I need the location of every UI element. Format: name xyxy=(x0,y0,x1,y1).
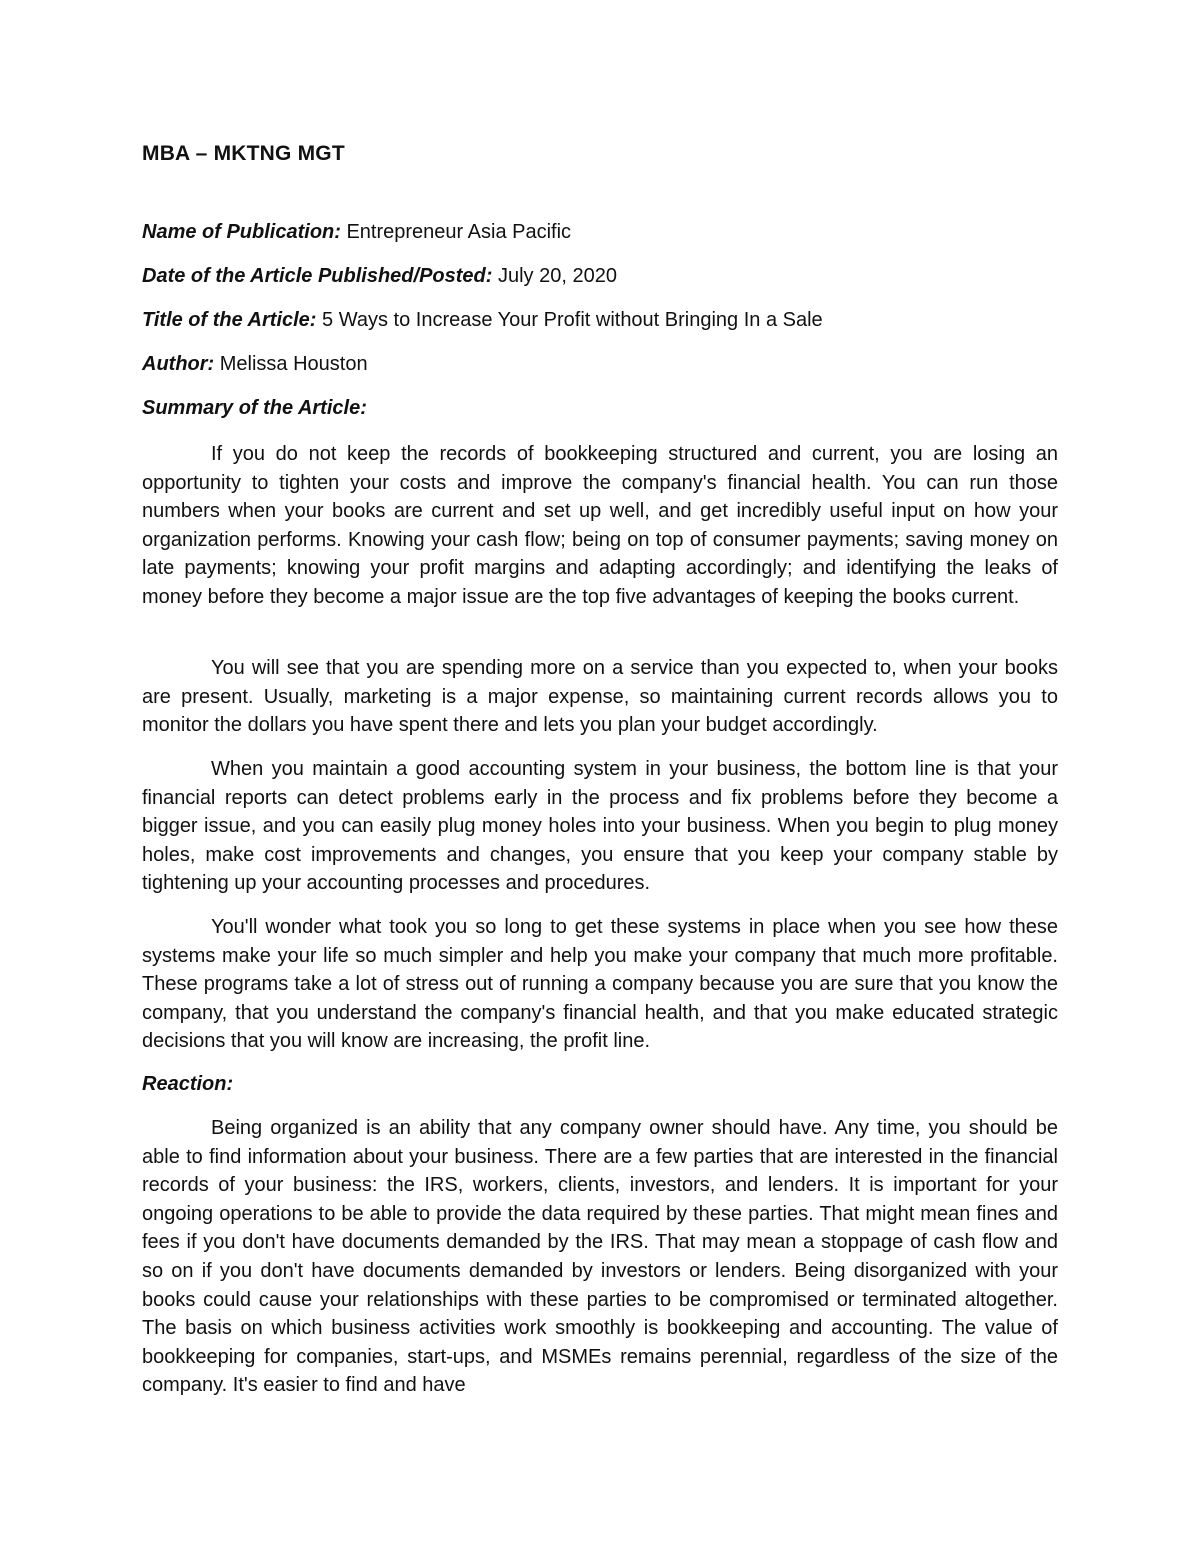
date-line xyxy=(142,262,617,290)
author-line xyxy=(142,350,368,378)
title-value: 5 Ways to Increase Your Profit without Bringing In a Sale xyxy=(322,309,823,331)
date-value: July 20, 2020 xyxy=(497,265,617,287)
title-label: Title of the Article: xyxy=(142,309,317,331)
author-value: Melissa Houston xyxy=(219,353,368,375)
reaction-paragraph: Being organized is an ability that any company owner should have. Any time, you should be able to find information about your business. There are a few parties that are interested in the financial records of your business: the IRS, workers, clients, investors, and lenders. It is important for your ongoing operations to be able to provide the data required by these parties. That might mean fines and fees if you don't have documents demanded by the IRS. That may mean a stoppage of cash flow and so on if you don't have documents demanded by investors or lenders. Being disorganized with your books could cause your relationships with these parties to be compromised or terminated altogether. The basis on which business activities work smoothly is bookkeeping and accounting. The value of bookkeeping for companies, start-ups, and MSMEs remains perennial, regardless of the size of the company. It's easier to find and have xyxy=(142,1117,1058,1397)
publication-line xyxy=(142,218,571,246)
title-line xyxy=(142,306,823,334)
summary-heading: Summary of the Article: xyxy=(142,397,367,419)
date-label: Date of the Article Published/Posted: xyxy=(142,265,493,287)
summary-paragraph: You will see that you are spending more on a service than you expected to, when your books are present. Usually, marketing is a major expense, so maintaining current records allows you to monitor the dollars you have spent there and lets you plan your budget accordingly. xyxy=(142,657,1058,737)
summary-paragraph: If you do not keep the records of bookkeeping structured and current, you are losing an opportunity to tighten your costs and improve the company's financial health. You can run those numbers when your books are current and set up well, and get incredibly useful input on how your organization performs. Knowing your cash flow; being on top of consumer payments; saving money on late payments; knowing your profit margins and adapting accordingly; and identifying the leaks of money before they become a major issue are the top five advantages of keeping the books current. xyxy=(142,443,1058,608)
document-heading: MBA – MKTNG MGT xyxy=(142,142,345,165)
summary-paragraph: You'll wonder what took you so long to get these systems in place when you see how these systems make your life so much simpler and help you make your company that much more profitable. These programs take a lot of stress out of running a company because you are sure that you know the company, that you understand the company's financial health, and that you make educated strategic decisions that you will know are increasing, the profit line. xyxy=(142,916,1058,1053)
author-label: Author: xyxy=(142,353,215,375)
summary-paragraph: When you maintain a good accounting system in your business, the bottom line is that your financial reports can detect problems early in the process and fix problems before they become a bigger issue, and you can easily plug money holes into your business. When you begin to plug money holes, make cost improvements and changes, you ensure that you keep your company stable by tightening up your accounting processes and procedures. xyxy=(142,758,1058,895)
publication-label: Name of Publication: xyxy=(142,221,341,243)
publication-value: Entrepreneur Asia Pacific xyxy=(346,221,572,243)
reaction-heading: Reaction: xyxy=(142,1073,234,1095)
